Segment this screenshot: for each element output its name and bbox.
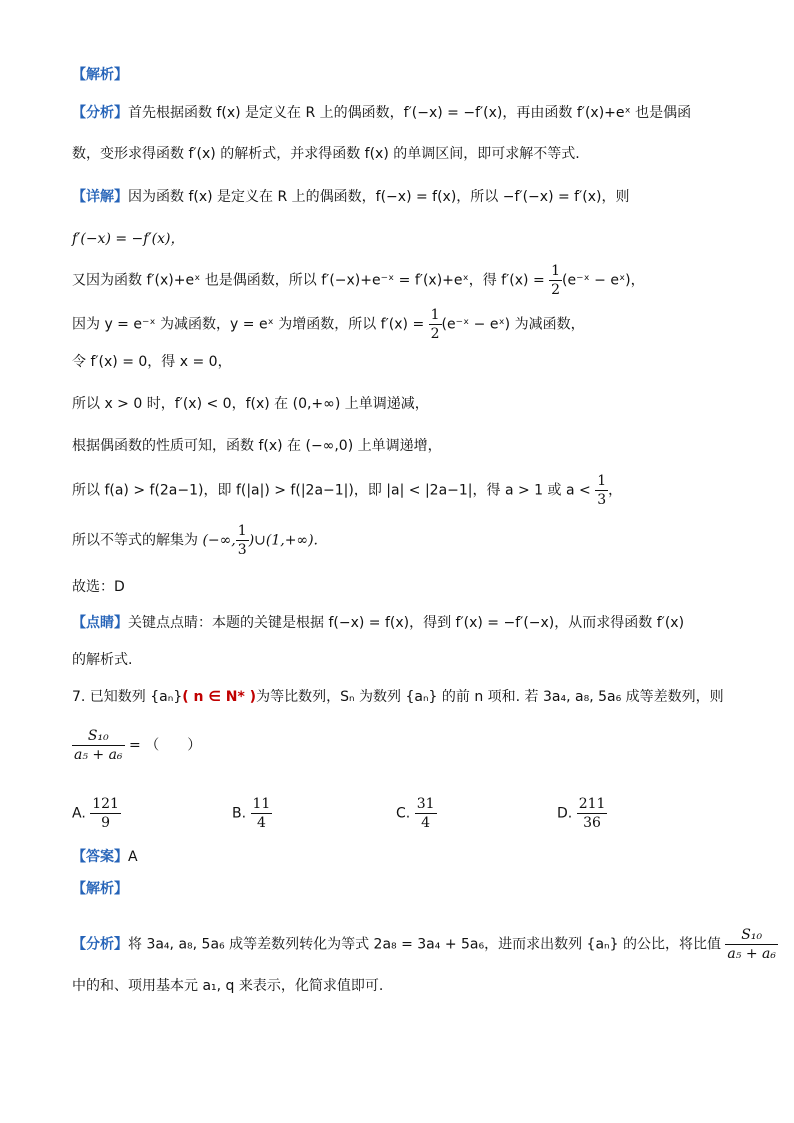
xiangjie-text-6: 所以 x > 0 时，f′(x) < 0，f(x) 在 (0,+∞) 上单调递减， <box>72 396 429 412</box>
fraction-den: 3 <box>237 542 247 558</box>
dianjing-line-1 <box>72 614 684 632</box>
fraction-num: 11 <box>252 796 271 812</box>
fenxi-text-2: 数，变形求得函数 f′(x) 的解析式，并求得函数 f(x) 的单调区间，即可求解不等式. <box>72 146 580 162</box>
analysis-label: 【解析】 <box>72 67 128 83</box>
xiangjie-text-8a: 所以 f(a) > f(2a−1)，即 f(|a|) > f(|2a−1|)，即 |a| < |2a−1|，得 a > 1 或 a < <box>72 482 596 499</box>
question7-stem-b: 为等比数列，Sₙ 为数列 {aₙ} 的前 n 项和. 若 3a₄, a₈, 5a₆ 成等差数列，则 <box>256 689 724 705</box>
dianjing-label: 【点睛】 <box>72 615 128 631</box>
xiangjie-text-3a: 又因为函数 f′(x)+eˣ 也是偶函数，所以 f′(−x)+e⁻ˣ = f′(x)+eˣ，得 f′(x) = <box>72 272 550 289</box>
dianjing-line-2 <box>72 651 132 669</box>
option-b-label: B. <box>232 805 247 822</box>
xiangjie-line-8 <box>72 472 622 509</box>
xiangjie-line-1 <box>72 188 629 206</box>
question7-answer-line <box>72 848 138 866</box>
option-d-fraction <box>577 795 608 832</box>
question7-ratio-line <box>72 727 201 764</box>
option-c[interactable] <box>396 795 437 832</box>
answer-value: A <box>128 849 138 865</box>
xiangjie-line-2 <box>72 230 184 248</box>
xiangjie-text-9b: (−∞, <box>202 532 236 549</box>
q7-fenxi-text-1: 将 3a₄, a₈, 5a₆ 成等差数列转化为等式 2a₈ = 3a₄ + 5a₆，进而求出数列 {aₙ} 的公比，将比值 <box>128 936 721 953</box>
xiangjie-text-5: 令 f′(x) = 0，得 x = 0， <box>72 354 232 370</box>
fraction-den: 36 <box>583 815 601 831</box>
analysis-fenxi-line-2 <box>72 145 580 163</box>
dianjing-text-2: 的解析式. <box>72 652 133 668</box>
question7-stem-a: 7. 已知数列 {aₙ} <box>72 689 183 705</box>
q7-analysis-label: 【解析】 <box>72 881 128 897</box>
fraction-num: 1 <box>430 307 440 323</box>
analysis-heading <box>72 66 128 84</box>
fraction-half-2 <box>429 306 442 343</box>
option-d[interactable] <box>557 795 607 832</box>
xiangjie-label: 【详解】 <box>72 189 128 205</box>
q7-fenxi-text-2: 中的和、项用基本元 a₁, q 来表示，化简求值即可. <box>72 978 384 994</box>
fraction-den: 3 <box>597 492 607 508</box>
fraction-num: 31 <box>416 796 435 812</box>
question7-fenxi-line-2 <box>72 977 383 995</box>
answer-choice: 故选：D <box>72 579 125 595</box>
ratio-num: S₁₀ <box>72 727 125 746</box>
option-a-fraction <box>90 795 121 832</box>
question7-fenxi-line-1 <box>72 926 778 963</box>
xiangjie-text-2: f′(−x) = −f′(x)， <box>72 231 185 247</box>
ratio-num: S₁₀ <box>725 926 778 945</box>
option-c-fraction <box>415 795 437 832</box>
fenxi-text-1: 首先根据函数 f(x) 是定义在 R 上的偶函数，f′(−x) = −f′(x)，再由函数 f′(x)+eˣ 也是偶函 <box>128 105 692 121</box>
answer-label: 【答案】 <box>72 849 128 865</box>
fraction-den: 2 <box>430 326 440 342</box>
xiangjie-text-9a: 所以不等式的解集为 <box>72 532 203 549</box>
analysis-fenxi-line-1 <box>72 104 691 122</box>
xiangjie-line-9 <box>72 522 318 559</box>
fraction-den: 4 <box>256 815 266 831</box>
option-a-label: A. <box>72 805 86 822</box>
dianjing-text-1: 关键点点睛：本题的关键是根据 f(−x) = f(x)，得到 f′(x) = −f′(−x)，从而求得函数 f′(x) <box>128 615 685 631</box>
ratio-den: a₅ + a₆ <box>74 747 123 763</box>
xiangjie-line-4 <box>72 306 585 343</box>
xiangjie-line-5 <box>72 353 232 371</box>
ratio-suffix: = （ ） <box>129 737 202 754</box>
option-d-label: D. <box>557 805 573 822</box>
question7-stem <box>72 688 724 706</box>
fraction-num: 1 <box>551 263 561 279</box>
xiangjie-line-6 <box>72 395 429 413</box>
ratio-den: a₅ + a₆ <box>727 946 776 962</box>
xiangjie-line-3 <box>72 262 645 299</box>
fraction-num: 1 <box>597 473 607 489</box>
fraction-third-1 <box>595 472 608 509</box>
fraction-den: 2 <box>551 282 561 298</box>
xiangjie-text-1: 因为函数 f(x) 是定义在 R 上的偶函数，f(−x) = f(x)，所以 −f′(−x) = f′(x)，则 <box>128 189 630 205</box>
fraction-den: 4 <box>421 815 431 831</box>
question7-domain: ( n ∈ N* ) <box>182 689 257 705</box>
xiangjie-text-7: 根据偶函数的性质可知，函数 f(x) 在 (−∞,0) 上单调递增， <box>72 438 442 454</box>
fraction-num: 1 <box>237 523 247 539</box>
fraction-num: 211 <box>578 796 606 812</box>
option-b-fraction <box>251 795 273 832</box>
fraction-den: 9 <box>101 815 111 831</box>
fraction-num: 121 <box>92 796 119 812</box>
xiangjie-line-7 <box>72 437 442 455</box>
question7-analysis-heading <box>72 880 128 898</box>
fraction-half-1 <box>549 262 562 299</box>
xiangjie-text-8b: ， <box>608 482 623 499</box>
xiangjie-text-9c: )∪(1,+∞). <box>248 532 319 549</box>
xiangjie-text-4b: (e⁻ˣ − eˣ) 为减函数， <box>441 316 585 333</box>
answer-choice-line <box>72 578 125 596</box>
question7-ratio <box>72 727 125 764</box>
fenxi-label: 【分析】 <box>72 105 128 121</box>
fraction-third-2 <box>236 522 249 559</box>
option-b[interactable] <box>232 795 272 832</box>
q7-fenxi-label: 【分析】 <box>72 936 128 953</box>
xiangjie-text-3b: (e⁻ˣ − eˣ)， <box>562 272 645 289</box>
option-a[interactable] <box>72 795 121 832</box>
option-c-label: C. <box>396 805 411 822</box>
q7-ratio-inline <box>725 926 778 963</box>
xiangjie-text-4a: 因为 y = e⁻ˣ 为减函数，y = eˣ 为增函数，所以 f′(x) = <box>72 316 429 333</box>
